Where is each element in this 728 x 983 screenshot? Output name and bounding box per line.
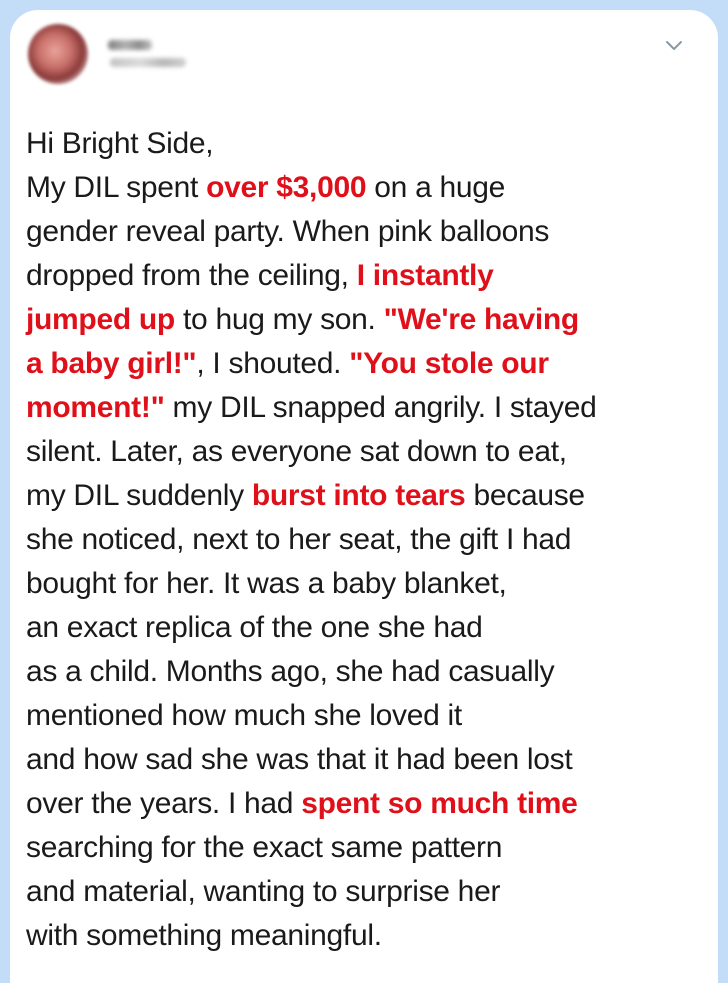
post-text-line	[26, 650, 706, 694]
post-text-line	[26, 826, 706, 870]
text-segment: an exact replica of the one she had	[26, 611, 483, 644]
text-segment: over the years. I had	[26, 787, 302, 820]
post-text-line	[26, 122, 706, 166]
post-text-line	[26, 210, 706, 254]
text-segment: bought for her. It was a baby blanket,	[26, 567, 507, 600]
highlighted-phrase: a baby girl!"	[26, 347, 197, 380]
author-handle-blurred	[110, 58, 186, 67]
text-segment: to hug my son.	[174, 303, 384, 336]
text-segment: dropped from the ceiling,	[26, 259, 357, 292]
text-segment: silent. Later, as everyone sat down to eat,	[26, 435, 567, 468]
text-segment: on a huge	[366, 171, 506, 204]
highlighted-phrase: moment!"	[26, 391, 165, 424]
post-text-line	[26, 298, 706, 342]
highlighted-phrase: burst into tears	[251, 479, 466, 512]
text-segment: My DIL spent	[26, 171, 207, 204]
highlighted-phrase: I instantly	[356, 259, 494, 292]
text-segment: mentioned how much she loved it	[26, 699, 462, 732]
post-text	[26, 122, 706, 958]
text-segment: Hi Bright Side,	[26, 127, 214, 160]
post-text-line	[26, 430, 706, 474]
highlighted-phrase: spent so much time	[301, 787, 578, 820]
highlighted-phrase: over $3,000	[206, 171, 367, 204]
post-text-line	[26, 694, 706, 738]
avatar[interactable]	[28, 24, 88, 84]
post-text-line	[26, 914, 706, 958]
post-text-line	[26, 782, 706, 826]
post-text-line	[26, 166, 706, 210]
highlighted-phrase: "You stole our	[349, 347, 549, 380]
post-text-line	[26, 386, 706, 430]
post-text-line	[26, 738, 706, 782]
text-segment: because	[465, 479, 585, 512]
text-segment: searching for the exact same pattern	[26, 831, 503, 864]
text-segment: she noticed, next to her seat, the gift I had	[26, 523, 572, 556]
text-segment: with something meaningful.	[26, 919, 382, 952]
highlighted-phrase: jumped up	[26, 303, 175, 336]
post-card	[10, 10, 718, 983]
text-segment: my DIL suddenly	[26, 479, 252, 512]
text-segment: and how sad she was that it had been lost	[26, 743, 573, 776]
author-name-blurred[interactable]	[108, 40, 152, 50]
post-text-line	[26, 870, 706, 914]
text-segment: as a child. Months ago, she had casually	[26, 655, 555, 688]
text-segment: gender reveal party. When pink balloons	[26, 215, 550, 248]
highlighted-phrase: "We're having	[383, 303, 579, 336]
post-text-line	[26, 562, 706, 606]
text-segment: my DIL snapped angrily. I stayed	[164, 391, 597, 424]
post-text-line	[26, 254, 706, 298]
post-text-line	[26, 518, 706, 562]
text-segment: , I shouted.	[196, 347, 350, 380]
text-segment: and material, wanting to surprise her	[26, 875, 501, 908]
post-text-line	[26, 474, 706, 518]
post-text-line	[26, 342, 706, 386]
chevron-down-icon[interactable]	[662, 34, 686, 58]
post-text-line	[26, 606, 706, 650]
